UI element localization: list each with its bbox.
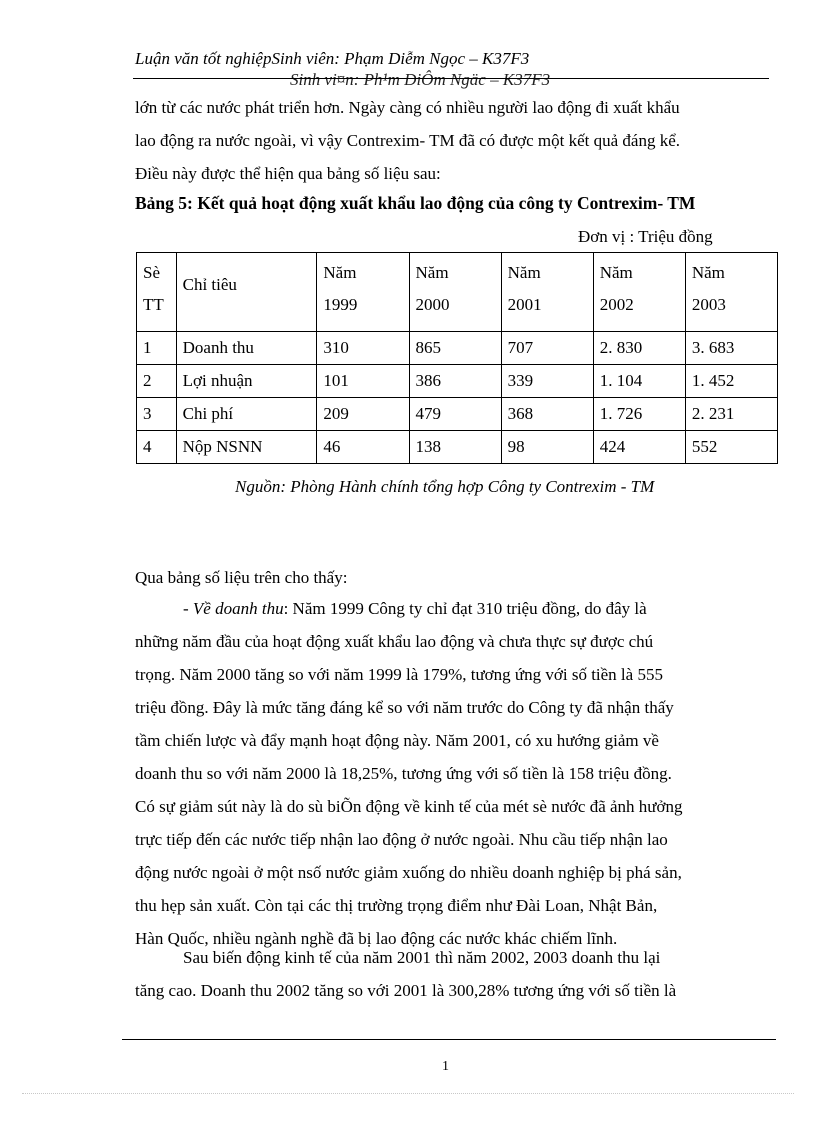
paragraph-line: Có sự giảm sút này là do sù biÕn động về kinh tế của mét sè nước đã ảnh hưởng <box>135 797 683 816</box>
table-row <box>137 398 778 431</box>
table-row <box>137 365 778 398</box>
intro-line: Điều này được thể hiện qua bảng số liệu sau: <box>135 164 441 183</box>
paragraph-line: thu hẹp sản xuất. Còn tại các thị trường trọng điểm như Đài Loan, Nhật Bản, <box>135 896 658 915</box>
intro-line: lớn từ các nước phát triển hơn. Ngày càng có nhiều người lao động đi xuất khẩu <box>135 98 680 117</box>
analysis-paragraph-2002 <box>135 941 759 1007</box>
paragraph-line: những năm đầu của hoạt động xuất khẩu lao động và chưa thực sự được chú <box>135 632 654 651</box>
page-edge <box>22 1093 794 1094</box>
paragraph-line: trực tiếp đến các nước tiếp nhận lao động ở nước ngoài. Nhu cầu tiếp nhận lao <box>135 830 668 849</box>
header-stt: Sè TT <box>137 253 177 332</box>
unit-label: Đơn vị : Triệu đồng <box>578 227 713 246</box>
row-indicator: Nộp NSNN <box>176 431 317 464</box>
intro-line: lao động ra nước ngoài, vì vậy Contrexim- TM đã có được một kết quả đáng kể. <box>135 131 681 150</box>
row-value: 368 <box>501 398 593 431</box>
paragraph-line: trọng. Năm 2000 tăng so với năm 1999 là 179%, tương ứng với số tiền là 555 <box>135 665 663 684</box>
row-value: 479 <box>409 398 501 431</box>
footer-rule <box>122 1039 776 1040</box>
table-row <box>137 332 778 365</box>
row-value: 2. 231 <box>685 398 777 431</box>
row-stt: 4 <box>137 431 177 464</box>
table-header-row <box>137 253 778 332</box>
row-indicator: Chi phí <box>176 398 317 431</box>
row-value: 707 <box>501 332 593 365</box>
table-source: Nguồn: Phòng Hành chính tổng hợp Công ty Contrexim - TM <box>235 477 655 496</box>
intro-paragraph <box>135 91 759 190</box>
row-value: 209 <box>317 398 409 431</box>
header-year-1999: Năm 1999 <box>317 253 409 332</box>
page-number: 1 <box>442 1059 449 1074</box>
row-value: 339 <box>501 365 593 398</box>
header-year-2001: Năm 2001 <box>501 253 593 332</box>
paragraph-line: doanh thu so với năm 2000 là 18,25%, tương ứng với số tiền là 158 triệu đồng. <box>135 764 672 783</box>
row-value: 424 <box>593 431 685 464</box>
row-stt: 1 <box>137 332 177 365</box>
row-indicator: Doanh thu <box>176 332 317 365</box>
row-value: 98 <box>501 431 593 464</box>
analysis-paragraph-revenue <box>135 592 759 955</box>
row-value: 865 <box>409 332 501 365</box>
row-value: 138 <box>409 431 501 464</box>
table-title: Bảng 5: Kết quả hoạt động xuất khẩu lao động của công ty Contrexim- TM <box>135 193 696 213</box>
row-value: 552 <box>685 431 777 464</box>
row-stt: 3 <box>137 398 177 431</box>
row-indicator: Lợi nhuận <box>176 365 317 398</box>
row-value: 1. 104 <box>593 365 685 398</box>
table-row <box>137 431 778 464</box>
results-table <box>136 252 778 464</box>
row-value: 310 <box>317 332 409 365</box>
row-value: 1. 726 <box>593 398 685 431</box>
paragraph-line: - Về doanh thu: Năm 1999 Công ty chỉ đạt 310 triệu đồng, do đây là <box>183 599 647 618</box>
paragraph-line: triệu đồng. Đây là mức tăng đáng kể so với năm trước do Công ty đã nhận thấy <box>135 698 674 717</box>
paragraph-line: Sau biến động kinh tế của năm 2001 thì năm 2002, 2003 doanh thu lại <box>183 948 661 967</box>
row-value: 101 <box>317 365 409 398</box>
header-year-2003: Năm 2003 <box>685 253 777 332</box>
header-title-garbled: Sinh vi¤n: Ph¹m DiÔm Ngäc – K37F3 <box>290 70 551 89</box>
row-stt: 2 <box>137 365 177 398</box>
analysis-lead: Qua bảng số liệu trên cho thấy: <box>135 568 348 587</box>
paragraph-line: tăng cao. Doanh thu 2002 tăng so với 2001 là 300,28% tương ứng với số tiền là <box>135 981 677 1000</box>
row-value: 386 <box>409 365 501 398</box>
header-year-2002: Năm 2002 <box>593 253 685 332</box>
header-indicator: Chỉ tiêu <box>176 253 317 332</box>
paragraph-line: động nước ngoài ở một nsố nước giảm xuống do nhiều doanh nghiệp bị phá sản, <box>135 863 682 882</box>
header-rule <box>133 78 769 79</box>
header-year-2000: Năm 2000 <box>409 253 501 332</box>
row-value: 46 <box>317 431 409 464</box>
header-title: Luận văn tốt nghiệpSinh viên: Phạm Diễm Ngọc – K37F3 <box>135 49 530 68</box>
row-value: 3. 683 <box>685 332 777 365</box>
row-value: 1. 452 <box>685 365 777 398</box>
row-value: 2. 830 <box>593 332 685 365</box>
topic-label: Về doanh thu <box>192 599 284 618</box>
paragraph-line: tầm chiến lược và đẩy mạnh hoạt động này. Năm 2001, có xu hướng giảm về <box>135 731 659 750</box>
paragraph-line: Hàn Quốc, nhiều ngành nghề đã bị lao động các nước khác chiếm lĩnh. <box>135 929 618 948</box>
